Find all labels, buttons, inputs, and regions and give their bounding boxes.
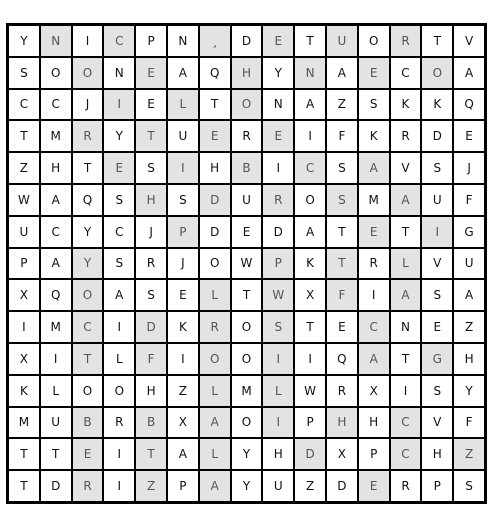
grid-cell[interactable]: D xyxy=(294,438,326,470)
grid-cell[interactable]: R xyxy=(72,470,104,502)
grid-cell[interactable]: T xyxy=(40,438,72,470)
grid-cell[interactable]: T xyxy=(326,248,358,280)
grid-cell[interactable]: X xyxy=(358,375,390,407)
grid-cell[interactable]: O xyxy=(294,184,326,216)
grid-cell[interactable]: X xyxy=(8,343,40,375)
grid-cell[interactable]: I xyxy=(103,438,135,470)
grid-cell[interactable]: R xyxy=(390,25,422,57)
grid-cell[interactable]: A xyxy=(358,152,390,184)
grid-cell[interactable]: V xyxy=(390,152,422,184)
grid-cell[interactable]: R xyxy=(358,248,390,280)
grid-cell[interactable]: M xyxy=(40,311,72,343)
grid-cell[interactable]: E xyxy=(167,279,199,311)
grid-cell[interactable]: T xyxy=(135,438,167,470)
grid-cell[interactable]: K xyxy=(358,120,390,152)
grid-cell[interactable]: Z xyxy=(8,152,40,184)
grid-cell[interactable]: Y xyxy=(103,120,135,152)
grid-cell[interactable]: D xyxy=(135,311,167,343)
grid-cell[interactable]: T xyxy=(72,343,104,375)
grid-cell[interactable]: Q xyxy=(72,184,104,216)
grid-cell[interactable]: M xyxy=(358,184,390,216)
grid-cell[interactable]: A xyxy=(40,248,72,280)
grid-cell[interactable]: A xyxy=(390,184,422,216)
grid-cell[interactable]: Q xyxy=(199,57,231,89)
grid-cell[interactable]: R xyxy=(231,120,263,152)
grid-cell[interactable]: E xyxy=(103,152,135,184)
grid-cell[interactable]: S xyxy=(103,248,135,280)
grid-cell[interactable]: E xyxy=(358,57,390,89)
grid-cell[interactable]: N xyxy=(262,89,294,121)
grid-cell[interactable]: R xyxy=(135,248,167,280)
grid-cell[interactable]: Y xyxy=(231,470,263,502)
grid-cell[interactable]: A xyxy=(167,57,199,89)
grid-cell[interactable]: X xyxy=(167,407,199,439)
grid-cell[interactable]: F xyxy=(453,184,485,216)
grid-cell[interactable]: Z xyxy=(167,375,199,407)
grid-cell[interactable]: D xyxy=(231,25,263,57)
grid-cell[interactable]: E xyxy=(199,120,231,152)
grid-cell[interactable]: T xyxy=(72,152,104,184)
grid-cell[interactable]: X xyxy=(294,279,326,311)
grid-cell[interactable]: H xyxy=(453,343,485,375)
grid-cell[interactable]: C xyxy=(390,407,422,439)
grid-cell[interactable]: O xyxy=(199,248,231,280)
grid-cell[interactable]: Z xyxy=(453,311,485,343)
grid-cell[interactable]: D xyxy=(262,216,294,248)
grid-cell[interactable]: D xyxy=(199,216,231,248)
grid-cell[interactable]: I xyxy=(72,25,104,57)
grid-cell[interactable]: Y xyxy=(453,375,485,407)
grid-cell[interactable]: A xyxy=(199,470,231,502)
grid-cell[interactable]: S xyxy=(421,279,453,311)
grid-cell[interactable]: J xyxy=(72,89,104,121)
grid-cell[interactable]: E xyxy=(262,25,294,57)
grid-cell[interactable]: H xyxy=(199,152,231,184)
grid-cell[interactable]: S xyxy=(421,152,453,184)
grid-cell[interactable]: R xyxy=(199,311,231,343)
grid-cell[interactable]: M xyxy=(40,120,72,152)
grid-cell[interactable]: C xyxy=(40,89,72,121)
grid-cell[interactable]: C xyxy=(294,152,326,184)
grid-cell[interactable]: Q xyxy=(326,343,358,375)
grid-cell[interactable]: H xyxy=(231,57,263,89)
grid-cell[interactable]: C xyxy=(72,311,104,343)
grid-cell[interactable]: N xyxy=(390,311,422,343)
grid-cell[interactable]: U xyxy=(262,470,294,502)
grid-cell[interactable]: C xyxy=(390,57,422,89)
grid-cell[interactable]: U xyxy=(40,407,72,439)
grid-cell[interactable]: P xyxy=(135,25,167,57)
grid-cell[interactable]: I xyxy=(358,279,390,311)
grid-cell[interactable]: L xyxy=(199,375,231,407)
grid-cell[interactable]: I xyxy=(8,311,40,343)
grid-cell[interactable]: H xyxy=(421,438,453,470)
grid-cell[interactable]: R xyxy=(326,375,358,407)
grid-cell[interactable]: A xyxy=(326,57,358,89)
grid-cell[interactable]: S xyxy=(453,470,485,502)
grid-cell[interactable]: O xyxy=(199,343,231,375)
grid-cell[interactable]: V xyxy=(421,407,453,439)
grid-cell[interactable]: E xyxy=(135,89,167,121)
grid-cell[interactable]: T xyxy=(326,216,358,248)
grid-cell[interactable]: O xyxy=(231,407,263,439)
grid-cell[interactable]: L xyxy=(199,279,231,311)
grid-cell[interactable]: I xyxy=(103,311,135,343)
grid-cell[interactable]: O xyxy=(72,279,104,311)
grid-cell[interactable]: O xyxy=(40,57,72,89)
grid-cell[interactable]: Y xyxy=(72,216,104,248)
grid-cell[interactable]: C xyxy=(40,216,72,248)
grid-cell[interactable]: N xyxy=(294,57,326,89)
grid-cell[interactable]: O xyxy=(358,25,390,57)
grid-cell[interactable]: P xyxy=(294,407,326,439)
grid-cell[interactable]: I xyxy=(294,120,326,152)
grid-cell[interactable]: S xyxy=(326,152,358,184)
grid-cell[interactable]: A xyxy=(390,279,422,311)
grid-cell[interactable]: L xyxy=(390,248,422,280)
grid-cell[interactable]: A xyxy=(103,279,135,311)
grid-cell[interactable]: O xyxy=(231,89,263,121)
grid-cell[interactable]: S xyxy=(8,57,40,89)
grid-cell[interactable]: L xyxy=(103,343,135,375)
grid-cell[interactable]: I xyxy=(421,216,453,248)
grid-cell[interactable]: W xyxy=(231,248,263,280)
grid-cell[interactable]: Y xyxy=(231,438,263,470)
grid-cell[interactable]: S xyxy=(135,152,167,184)
grid-cell[interactable]: O xyxy=(231,311,263,343)
grid-cell[interactable]: T xyxy=(199,89,231,121)
grid-cell[interactable]: K xyxy=(8,375,40,407)
grid-cell[interactable]: T xyxy=(8,120,40,152)
grid-cell[interactable]: I xyxy=(262,343,294,375)
grid-cell[interactable]: J xyxy=(453,152,485,184)
grid-cell[interactable]: K xyxy=(390,89,422,121)
grid-cell[interactable]: I xyxy=(103,89,135,121)
grid-cell[interactable]: U xyxy=(231,184,263,216)
grid-cell[interactable]: I xyxy=(167,343,199,375)
grid-cell[interactable]: Z xyxy=(294,470,326,502)
grid-cell[interactable]: A xyxy=(199,407,231,439)
grid-cell[interactable]: M xyxy=(8,407,40,439)
grid-cell[interactable]: F xyxy=(326,120,358,152)
grid-cell[interactable]: D xyxy=(199,184,231,216)
grid-cell[interactable]: E xyxy=(231,216,263,248)
grid-cell[interactable]: P xyxy=(262,248,294,280)
grid-cell[interactable]: Y xyxy=(262,57,294,89)
grid-cell[interactable]: S xyxy=(135,279,167,311)
grid-cell[interactable]: Y xyxy=(8,25,40,57)
grid-cell[interactable]: U xyxy=(167,120,199,152)
grid-cell[interactable]: W xyxy=(8,184,40,216)
grid-cell[interactable]: K xyxy=(294,248,326,280)
grid-cell[interactable]: X xyxy=(8,279,40,311)
grid-cell[interactable]: I xyxy=(103,470,135,502)
grid-cell[interactable]: Z xyxy=(453,438,485,470)
grid-cell[interactable]: A xyxy=(453,279,485,311)
grid-cell[interactable]: X xyxy=(326,438,358,470)
grid-cell[interactable]: R xyxy=(390,470,422,502)
grid-cell[interactable]: F xyxy=(326,279,358,311)
grid-cell[interactable]: B xyxy=(135,407,167,439)
grid-cell[interactable]: A xyxy=(294,89,326,121)
grid-cell[interactable]: S xyxy=(103,184,135,216)
grid-cell[interactable]: T xyxy=(8,470,40,502)
grid-cell[interactable]: S xyxy=(326,184,358,216)
grid-cell[interactable]: I xyxy=(262,152,294,184)
grid-cell[interactable]: E xyxy=(326,311,358,343)
grid-cell[interactable]: A xyxy=(453,57,485,89)
grid-cell[interactable]: T xyxy=(8,438,40,470)
grid-cell[interactable]: S xyxy=(167,184,199,216)
grid-cell[interactable]: T xyxy=(294,25,326,57)
grid-cell[interactable]: H xyxy=(40,152,72,184)
grid-cell[interactable]: L xyxy=(262,375,294,407)
grid-cell[interactable]: U xyxy=(421,184,453,216)
grid-cell[interactable]: C xyxy=(358,311,390,343)
grid-cell[interactable]: G xyxy=(453,216,485,248)
grid-cell[interactable]: Z xyxy=(135,470,167,502)
grid-cell[interactable]: K xyxy=(421,89,453,121)
grid-cell[interactable]: V xyxy=(453,25,485,57)
grid-cell[interactable]: T xyxy=(294,311,326,343)
grid-cell[interactable]: B xyxy=(231,152,263,184)
grid-cell[interactable]: C xyxy=(103,25,135,57)
grid-cell[interactable]: P xyxy=(167,470,199,502)
grid-cell[interactable]: F xyxy=(453,407,485,439)
grid-cell[interactable]: T xyxy=(390,216,422,248)
grid-cell[interactable]: E xyxy=(453,120,485,152)
grid-cell[interactable]: D xyxy=(40,470,72,502)
grid-cell[interactable]: O xyxy=(72,375,104,407)
grid-cell[interactable]: S xyxy=(262,311,294,343)
grid-cell[interactable]: T xyxy=(421,25,453,57)
grid-cell[interactable]: A xyxy=(40,184,72,216)
grid-cell[interactable]: S xyxy=(421,375,453,407)
grid-cell[interactable]: I xyxy=(40,343,72,375)
grid-cell[interactable]: J xyxy=(135,216,167,248)
grid-cell[interactable]: Q xyxy=(40,279,72,311)
grid-cell[interactable]: E xyxy=(262,120,294,152)
grid-cell[interactable]: E xyxy=(421,311,453,343)
grid-cell[interactable]: A xyxy=(167,438,199,470)
grid-cell[interactable]: O xyxy=(103,375,135,407)
grid-cell[interactable]: V xyxy=(421,248,453,280)
grid-cell[interactable]: K xyxy=(167,311,199,343)
grid-cell[interactable]: Q xyxy=(453,89,485,121)
grid-cell[interactable]: D xyxy=(421,120,453,152)
grid-cell[interactable]: U xyxy=(8,216,40,248)
grid-cell[interactable]: R xyxy=(262,184,294,216)
grid-cell[interactable]: A xyxy=(294,216,326,248)
grid-cell[interactable]: B xyxy=(72,407,104,439)
grid-cell[interactable]: N xyxy=(103,57,135,89)
grid-cell[interactable]: P xyxy=(8,248,40,280)
grid-cell[interactable]: F xyxy=(135,343,167,375)
grid-cell[interactable]: U xyxy=(453,248,485,280)
grid-cell[interactable]: P xyxy=(421,470,453,502)
grid-cell[interactable]: P xyxy=(167,216,199,248)
grid-cell[interactable]: I xyxy=(294,343,326,375)
word-search-grid xyxy=(6,23,487,504)
grid-cell[interactable]: U xyxy=(326,25,358,57)
grid-cell[interactable]: C xyxy=(8,89,40,121)
grid-cell[interactable]: W xyxy=(294,375,326,407)
grid-cell[interactable]: E xyxy=(358,470,390,502)
grid-cell[interactable]: R xyxy=(72,120,104,152)
grid-cell[interactable]: J xyxy=(167,248,199,280)
grid-cell[interactable]: C xyxy=(390,438,422,470)
grid-cell[interactable]: I xyxy=(262,407,294,439)
grid-cell[interactable]: H xyxy=(135,375,167,407)
grid-cell[interactable]: R xyxy=(103,407,135,439)
grid-cell[interactable]: Y xyxy=(72,248,104,280)
grid-cell[interactable]: ¸ xyxy=(199,25,231,57)
grid-cell[interactable]: A xyxy=(358,343,390,375)
grid-cell[interactable]: Z xyxy=(326,89,358,121)
grid-cell[interactable]: W xyxy=(262,279,294,311)
grid-cell[interactable]: P xyxy=(358,438,390,470)
grid-cell[interactable]: L xyxy=(199,438,231,470)
grid-cell[interactable]: L xyxy=(167,89,199,121)
grid-cell[interactable]: C xyxy=(103,216,135,248)
grid-cell[interactable]: H xyxy=(358,407,390,439)
grid-cell[interactable]: H xyxy=(326,407,358,439)
grid-cell[interactable]: S xyxy=(358,89,390,121)
grid-cell[interactable]: N xyxy=(40,25,72,57)
grid-cell[interactable]: I xyxy=(390,375,422,407)
grid-cell[interactable]: E xyxy=(72,438,104,470)
grid-cell[interactable]: D xyxy=(326,470,358,502)
grid-cell[interactable]: G xyxy=(421,343,453,375)
grid-cell[interactable]: O xyxy=(72,57,104,89)
grid-cell[interactable]: R xyxy=(390,120,422,152)
grid-cell[interactable]: E xyxy=(135,57,167,89)
grid-cell[interactable]: E xyxy=(358,216,390,248)
grid-cell[interactable]: L xyxy=(40,375,72,407)
grid-cell[interactable]: T xyxy=(390,343,422,375)
grid-cell[interactable]: H xyxy=(262,438,294,470)
grid-cell[interactable]: O xyxy=(231,343,263,375)
grid-cell[interactable]: M xyxy=(231,375,263,407)
grid-cell[interactable]: T xyxy=(231,279,263,311)
grid-cell[interactable]: T xyxy=(135,120,167,152)
grid-cell[interactable]: N xyxy=(167,25,199,57)
grid-cell[interactable]: H xyxy=(135,184,167,216)
grid-cell[interactable]: O xyxy=(421,57,453,89)
grid-cell[interactable]: I xyxy=(167,152,199,184)
